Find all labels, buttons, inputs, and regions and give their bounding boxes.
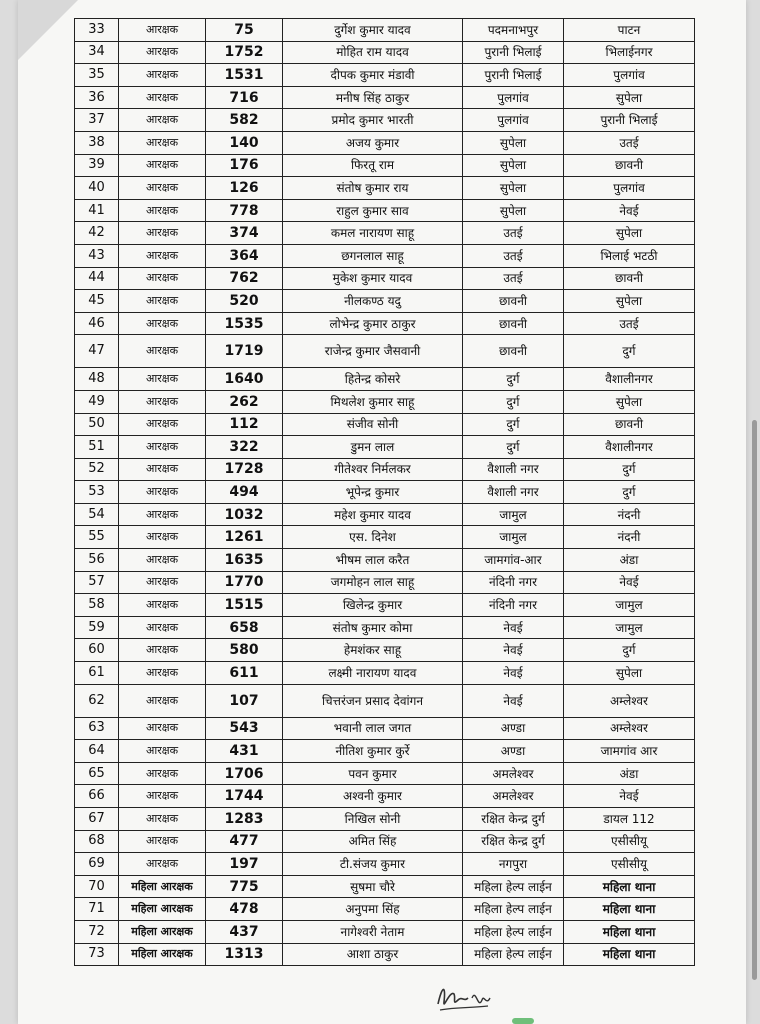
row-name: दीपक कुमार मंडावी — [283, 64, 463, 87]
row-badge-number: 364 — [206, 244, 283, 267]
row-serial: 46 — [75, 312, 119, 335]
row-badge-number: 775 — [206, 875, 283, 898]
row-rank: आरक्षक — [119, 740, 206, 763]
row-from-station: छावनी — [463, 312, 564, 335]
row-serial: 33 — [75, 19, 119, 42]
row-to-station: भिलाई भटठी — [564, 244, 695, 267]
row-from-station: महिला हेल्प लाईन — [463, 920, 564, 943]
row-serial: 60 — [75, 639, 119, 662]
row-name: अमित सिंह — [283, 830, 463, 853]
row-rank: आरक्षक — [119, 154, 206, 177]
row-rank: आरक्षक — [119, 785, 206, 808]
row-rank: आरक्षक — [119, 290, 206, 313]
row-serial: 72 — [75, 920, 119, 943]
table-row — [75, 131, 695, 154]
row-rank: आरक्षक — [119, 267, 206, 290]
row-badge-number: 658 — [206, 616, 283, 639]
row-serial: 64 — [75, 740, 119, 763]
table-row — [75, 413, 695, 436]
row-to-station: उतई — [564, 312, 695, 335]
green-marker — [512, 1018, 534, 1024]
row-rank: आरक्षक — [119, 109, 206, 132]
row-serial: 66 — [75, 785, 119, 808]
row-to-station: दुर्ग — [564, 639, 695, 662]
row-badge-number: 112 — [206, 413, 283, 436]
row-rank: आरक्षक — [119, 199, 206, 222]
row-to-station: पुलगांव — [564, 177, 695, 200]
row-badge-number: 477 — [206, 830, 283, 853]
table-row — [75, 684, 695, 717]
row-from-station: छावनी — [463, 335, 564, 368]
row-to-station: नेवई — [564, 199, 695, 222]
row-to-station: डायल 112 — [564, 808, 695, 831]
row-to-station: महिला थाना — [564, 920, 695, 943]
row-from-station: वैशाली नगर — [463, 481, 564, 504]
row-name: चित्तरंजन प्रसाद देवांगन — [283, 684, 463, 717]
row-from-station: सुपेला — [463, 154, 564, 177]
row-to-station: सुपेला — [564, 290, 695, 313]
row-name: मोहित राम यादव — [283, 41, 463, 64]
table-row — [75, 312, 695, 335]
row-name: मनीष सिंह ठाकुर — [283, 86, 463, 109]
row-from-station: रक्षित केन्द्र दुर्ग — [463, 830, 564, 853]
row-serial: 47 — [75, 335, 119, 368]
row-badge-number: 374 — [206, 222, 283, 245]
table-row — [75, 571, 695, 594]
row-serial: 61 — [75, 662, 119, 685]
row-from-station: पदमनाभपुर — [463, 19, 564, 42]
table-row — [75, 853, 695, 876]
row-to-station: अंडा — [564, 549, 695, 572]
table-row — [75, 785, 695, 808]
signature-scribble — [432, 980, 512, 1016]
row-from-station: दुर्ग — [463, 436, 564, 459]
row-rank: आरक्षक — [119, 436, 206, 459]
row-to-station: दुर्ग — [564, 458, 695, 481]
row-from-station: दुर्ग — [463, 390, 564, 413]
row-rank: आरक्षक — [119, 594, 206, 617]
row-to-station: पाटन — [564, 19, 695, 42]
row-serial: 36 — [75, 86, 119, 109]
row-badge-number: 1728 — [206, 458, 283, 481]
row-badge-number: 1752 — [206, 41, 283, 64]
row-rank: आरक्षक — [119, 684, 206, 717]
row-from-station: नंदिनी नगर — [463, 571, 564, 594]
row-name: नीलकण्ठ यदु — [283, 290, 463, 313]
row-badge-number: 716 — [206, 86, 283, 109]
row-from-station: जामुल — [463, 503, 564, 526]
row-serial: 52 — [75, 458, 119, 481]
row-name: भवानी लाल जगत — [283, 717, 463, 740]
table-row — [75, 875, 695, 898]
row-rank: आरक्षक — [119, 390, 206, 413]
row-serial: 56 — [75, 549, 119, 572]
row-serial: 48 — [75, 368, 119, 391]
row-rank: आरक्षक — [119, 64, 206, 87]
row-from-station: पुरानी भिलाई — [463, 64, 564, 87]
row-name: फिरतू राम — [283, 154, 463, 177]
row-serial: 55 — [75, 526, 119, 549]
row-to-station: उतई — [564, 131, 695, 154]
row-badge-number: 1313 — [206, 943, 283, 966]
row-from-station: नेवई — [463, 616, 564, 639]
row-name: राहुल कुमार साव — [283, 199, 463, 222]
row-badge-number: 1744 — [206, 785, 283, 808]
row-badge-number: 322 — [206, 436, 283, 459]
row-rank: महिला आरक्षक — [119, 875, 206, 898]
row-name: डुमन लाल — [283, 436, 463, 459]
row-badge-number: 1640 — [206, 368, 283, 391]
table-row — [75, 368, 695, 391]
row-to-station: जामुल — [564, 594, 695, 617]
row-rank: आरक्षक — [119, 19, 206, 42]
table-row — [75, 481, 695, 504]
row-to-station: सुपेला — [564, 390, 695, 413]
row-serial: 41 — [75, 199, 119, 222]
row-to-station: नंदनी — [564, 503, 695, 526]
row-to-station: महिला थाना — [564, 943, 695, 966]
row-rank: आरक्षक — [119, 481, 206, 504]
row-name: प्रमोद कुमार भारती — [283, 109, 463, 132]
row-serial: 37 — [75, 109, 119, 132]
row-name: पवन कुमार — [283, 762, 463, 785]
row-serial: 43 — [75, 244, 119, 267]
row-rank: आरक्षक — [119, 853, 206, 876]
row-to-station: जामुल — [564, 616, 695, 639]
row-rank: आरक्षक — [119, 762, 206, 785]
table-row — [75, 19, 695, 42]
row-name: अजय कुमार — [283, 131, 463, 154]
row-from-station: महिला हेल्प लाईन — [463, 875, 564, 898]
row-from-station: नेवई — [463, 684, 564, 717]
row-rank: आरक्षक — [119, 717, 206, 740]
row-rank: आरक्षक — [119, 41, 206, 64]
table-row — [75, 526, 695, 549]
row-name: अश्वनी कुमार — [283, 785, 463, 808]
row-from-station: उतई — [463, 244, 564, 267]
table-row — [75, 244, 695, 267]
row-rank: आरक्षक — [119, 335, 206, 368]
row-from-station: उतई — [463, 222, 564, 245]
row-name: संजीव सोनी — [283, 413, 463, 436]
row-serial: 65 — [75, 762, 119, 785]
row-rank: आरक्षक — [119, 830, 206, 853]
row-serial: 54 — [75, 503, 119, 526]
row-from-station: नेवई — [463, 639, 564, 662]
row-name: संतोष कुमार राय — [283, 177, 463, 200]
row-from-station: सुपेला — [463, 199, 564, 222]
table-row — [75, 436, 695, 459]
row-badge-number: 520 — [206, 290, 283, 313]
row-from-station: दुर्ग — [463, 368, 564, 391]
table-row — [75, 86, 695, 109]
row-name: हेमशंकर साहू — [283, 639, 463, 662]
row-rank: आरक्षक — [119, 571, 206, 594]
table-row — [75, 762, 695, 785]
row-from-station: पुलगांव — [463, 86, 564, 109]
table-row — [75, 41, 695, 64]
row-serial: 51 — [75, 436, 119, 459]
row-from-station: अमलेश्वर — [463, 785, 564, 808]
row-rank: आरक्षक — [119, 131, 206, 154]
table-row — [75, 898, 695, 921]
row-serial: 38 — [75, 131, 119, 154]
row-rank: आरक्षक — [119, 503, 206, 526]
row-rank: आरक्षक — [119, 458, 206, 481]
row-name: राजेन्द्र कुमार जैसवानी — [283, 335, 463, 368]
row-name: महेश कुमार यादव — [283, 503, 463, 526]
row-to-station: भिलाईनगर — [564, 41, 695, 64]
row-rank: आरक्षक — [119, 177, 206, 200]
row-serial: 59 — [75, 616, 119, 639]
table-row — [75, 830, 695, 853]
row-from-station: अण्डा — [463, 717, 564, 740]
row-serial: 40 — [75, 177, 119, 200]
row-name: दुर्गेश कुमार यादव — [283, 19, 463, 42]
row-name: खिलेन्द्र कुमार — [283, 594, 463, 617]
row-badge-number: 1770 — [206, 571, 283, 594]
row-to-station: दुर्ग — [564, 335, 695, 368]
table-row — [75, 808, 695, 831]
row-name: मुकेश कुमार यादव — [283, 267, 463, 290]
row-badge-number: 543 — [206, 717, 283, 740]
row-serial: 39 — [75, 154, 119, 177]
row-to-station: सुपेला — [564, 222, 695, 245]
row-rank: महिला आरक्षक — [119, 943, 206, 966]
row-rank: महिला आरक्षक — [119, 920, 206, 943]
row-to-station: पुरानी भिलाई — [564, 109, 695, 132]
row-badge-number: 762 — [206, 267, 283, 290]
row-badge-number: 1719 — [206, 335, 283, 368]
row-rank: आरक्षक — [119, 639, 206, 662]
row-serial: 42 — [75, 222, 119, 245]
row-to-station: दुर्ग — [564, 481, 695, 504]
row-from-station: पुरानी भिलाई — [463, 41, 564, 64]
row-from-station: पुलगांव — [463, 109, 564, 132]
row-badge-number: 262 — [206, 390, 283, 413]
row-from-station: नंदिनी नगर — [463, 594, 564, 617]
table-row — [75, 616, 695, 639]
row-badge-number: 1261 — [206, 526, 283, 549]
table-row — [75, 549, 695, 572]
row-badge-number: 75 — [206, 19, 283, 42]
row-rank: महिला आरक्षक — [119, 898, 206, 921]
table-row — [75, 920, 695, 943]
row-from-station: दुर्ग — [463, 413, 564, 436]
row-from-station: जामुल — [463, 526, 564, 549]
row-rank: आरक्षक — [119, 808, 206, 831]
row-rank: आरक्षक — [119, 312, 206, 335]
row-name: अनुपमा सिंह — [283, 898, 463, 921]
row-to-station: छावनी — [564, 154, 695, 177]
row-badge-number: 1032 — [206, 503, 283, 526]
row-name: नीतिश कुमार कुर्रे — [283, 740, 463, 763]
row-to-station: वैशालीनगर — [564, 368, 695, 391]
row-name: छगनलाल साहू — [283, 244, 463, 267]
row-to-station: सुपेला — [564, 662, 695, 685]
transfer-table-body — [75, 19, 695, 966]
row-to-station: नेवई — [564, 571, 695, 594]
row-badge-number: 478 — [206, 898, 283, 921]
row-badge-number: 126 — [206, 177, 283, 200]
row-to-station: छावनी — [564, 267, 695, 290]
row-badge-number: 107 — [206, 684, 283, 717]
row-name: निखिल सोनी — [283, 808, 463, 831]
row-serial: 44 — [75, 267, 119, 290]
row-to-station: छावनी — [564, 413, 695, 436]
row-from-station: सुपेला — [463, 177, 564, 200]
row-serial: 63 — [75, 717, 119, 740]
row-to-station: अंडा — [564, 762, 695, 785]
row-rank: आरक्षक — [119, 549, 206, 572]
table-row — [75, 267, 695, 290]
table-row — [75, 64, 695, 87]
row-name: कमल नारायण साहू — [283, 222, 463, 245]
folded-corner — [18, 0, 78, 60]
row-badge-number: 1635 — [206, 549, 283, 572]
row-badge-number: 437 — [206, 920, 283, 943]
row-serial: 53 — [75, 481, 119, 504]
table-row — [75, 662, 695, 685]
row-name: संतोष कुमार कोमा — [283, 616, 463, 639]
table-row — [75, 154, 695, 177]
row-from-station: सुपेला — [463, 131, 564, 154]
row-from-station: वैशाली नगर — [463, 458, 564, 481]
row-to-station: महिला थाना — [564, 898, 695, 921]
row-badge-number: 176 — [206, 154, 283, 177]
row-rank: आरक्षक — [119, 222, 206, 245]
row-to-station: एसीसीयू — [564, 853, 695, 876]
row-serial: 50 — [75, 413, 119, 436]
row-serial: 70 — [75, 875, 119, 898]
row-badge-number: 1706 — [206, 762, 283, 785]
row-serial: 45 — [75, 290, 119, 313]
row-from-station: महिला हेल्प लाईन — [463, 898, 564, 921]
table-row — [75, 335, 695, 368]
row-to-station: नंदनी — [564, 526, 695, 549]
row-badge-number: 778 — [206, 199, 283, 222]
row-badge-number: 580 — [206, 639, 283, 662]
row-serial: 73 — [75, 943, 119, 966]
row-badge-number: 431 — [206, 740, 283, 763]
scrollbar[interactable] — [752, 420, 757, 980]
row-badge-number: 494 — [206, 481, 283, 504]
row-to-station: नेवई — [564, 785, 695, 808]
table-row — [75, 222, 695, 245]
row-name: भीषम लाल करैत — [283, 549, 463, 572]
row-badge-number: 611 — [206, 662, 283, 685]
row-to-station: एसीसीयू — [564, 830, 695, 853]
row-to-station: सुपेला — [564, 86, 695, 109]
row-name: जगमोहन लाल साहू — [283, 571, 463, 594]
row-rank: आरक्षक — [119, 368, 206, 391]
row-from-station: महिला हेल्प लाईन — [463, 943, 564, 966]
table-row — [75, 109, 695, 132]
row-from-station: उतई — [463, 267, 564, 290]
row-name: आशा ठाकुर — [283, 943, 463, 966]
row-from-station: अमलेश्वर — [463, 762, 564, 785]
row-to-station: वैशालीनगर — [564, 436, 695, 459]
row-badge-number: 582 — [206, 109, 283, 132]
table-row — [75, 390, 695, 413]
row-rank: आरक्षक — [119, 413, 206, 436]
transfer-table — [74, 18, 695, 966]
row-from-station: अण्डा — [463, 740, 564, 763]
row-serial: 69 — [75, 853, 119, 876]
row-to-station: महिला थाना — [564, 875, 695, 898]
table-row — [75, 740, 695, 763]
row-serial: 34 — [75, 41, 119, 64]
row-name: लोभेन्द्र कुमार ठाकुर — [283, 312, 463, 335]
row-name: गीतेश्वर निर्मलकर — [283, 458, 463, 481]
row-serial: 58 — [75, 594, 119, 617]
row-badge-number: 140 — [206, 131, 283, 154]
row-badge-number: 197 — [206, 853, 283, 876]
table-row — [75, 503, 695, 526]
row-to-station: अम्लेश्वर — [564, 717, 695, 740]
row-to-station: अम्लेश्वर — [564, 684, 695, 717]
row-name: हितेन्द्र कोसरे — [283, 368, 463, 391]
row-from-station: छावनी — [463, 290, 564, 313]
row-badge-number: 1283 — [206, 808, 283, 831]
row-rank: आरक्षक — [119, 662, 206, 685]
row-name: नागेश्वरी नेताम — [283, 920, 463, 943]
table-row — [75, 943, 695, 966]
row-to-station: जामगांव आर — [564, 740, 695, 763]
row-from-station: नगपुरा — [463, 853, 564, 876]
table-row — [75, 290, 695, 313]
row-rank: आरक्षक — [119, 616, 206, 639]
table-row — [75, 458, 695, 481]
row-name: सुषमा चौरे — [283, 875, 463, 898]
row-serial: 67 — [75, 808, 119, 831]
row-name: एस. दिनेश — [283, 526, 463, 549]
row-serial: 62 — [75, 684, 119, 717]
row-name: भूपेन्द्र कुमार — [283, 481, 463, 504]
row-to-station: पुलगांव — [564, 64, 695, 87]
row-badge-number: 1535 — [206, 312, 283, 335]
row-name: टी.संजय कुमार — [283, 853, 463, 876]
row-from-station: रक्षित केन्द्र दुर्ग — [463, 808, 564, 831]
row-serial: 68 — [75, 830, 119, 853]
table-row — [75, 594, 695, 617]
row-rank: आरक्षक — [119, 526, 206, 549]
row-badge-number: 1531 — [206, 64, 283, 87]
table-row — [75, 177, 695, 200]
row-name: मिथलेश कुमार साहू — [283, 390, 463, 413]
row-from-station: जामगांव-आर — [463, 549, 564, 572]
row-rank: आरक्षक — [119, 244, 206, 267]
row-serial: 57 — [75, 571, 119, 594]
row-from-station: नेवई — [463, 662, 564, 685]
row-name: लक्ष्मी नारायण यादव — [283, 662, 463, 685]
row-badge-number: 1515 — [206, 594, 283, 617]
row-serial: 49 — [75, 390, 119, 413]
row-serial: 35 — [75, 64, 119, 87]
table-row — [75, 639, 695, 662]
table-row — [75, 199, 695, 222]
row-serial: 71 — [75, 898, 119, 921]
row-rank: आरक्षक — [119, 86, 206, 109]
table-row — [75, 717, 695, 740]
